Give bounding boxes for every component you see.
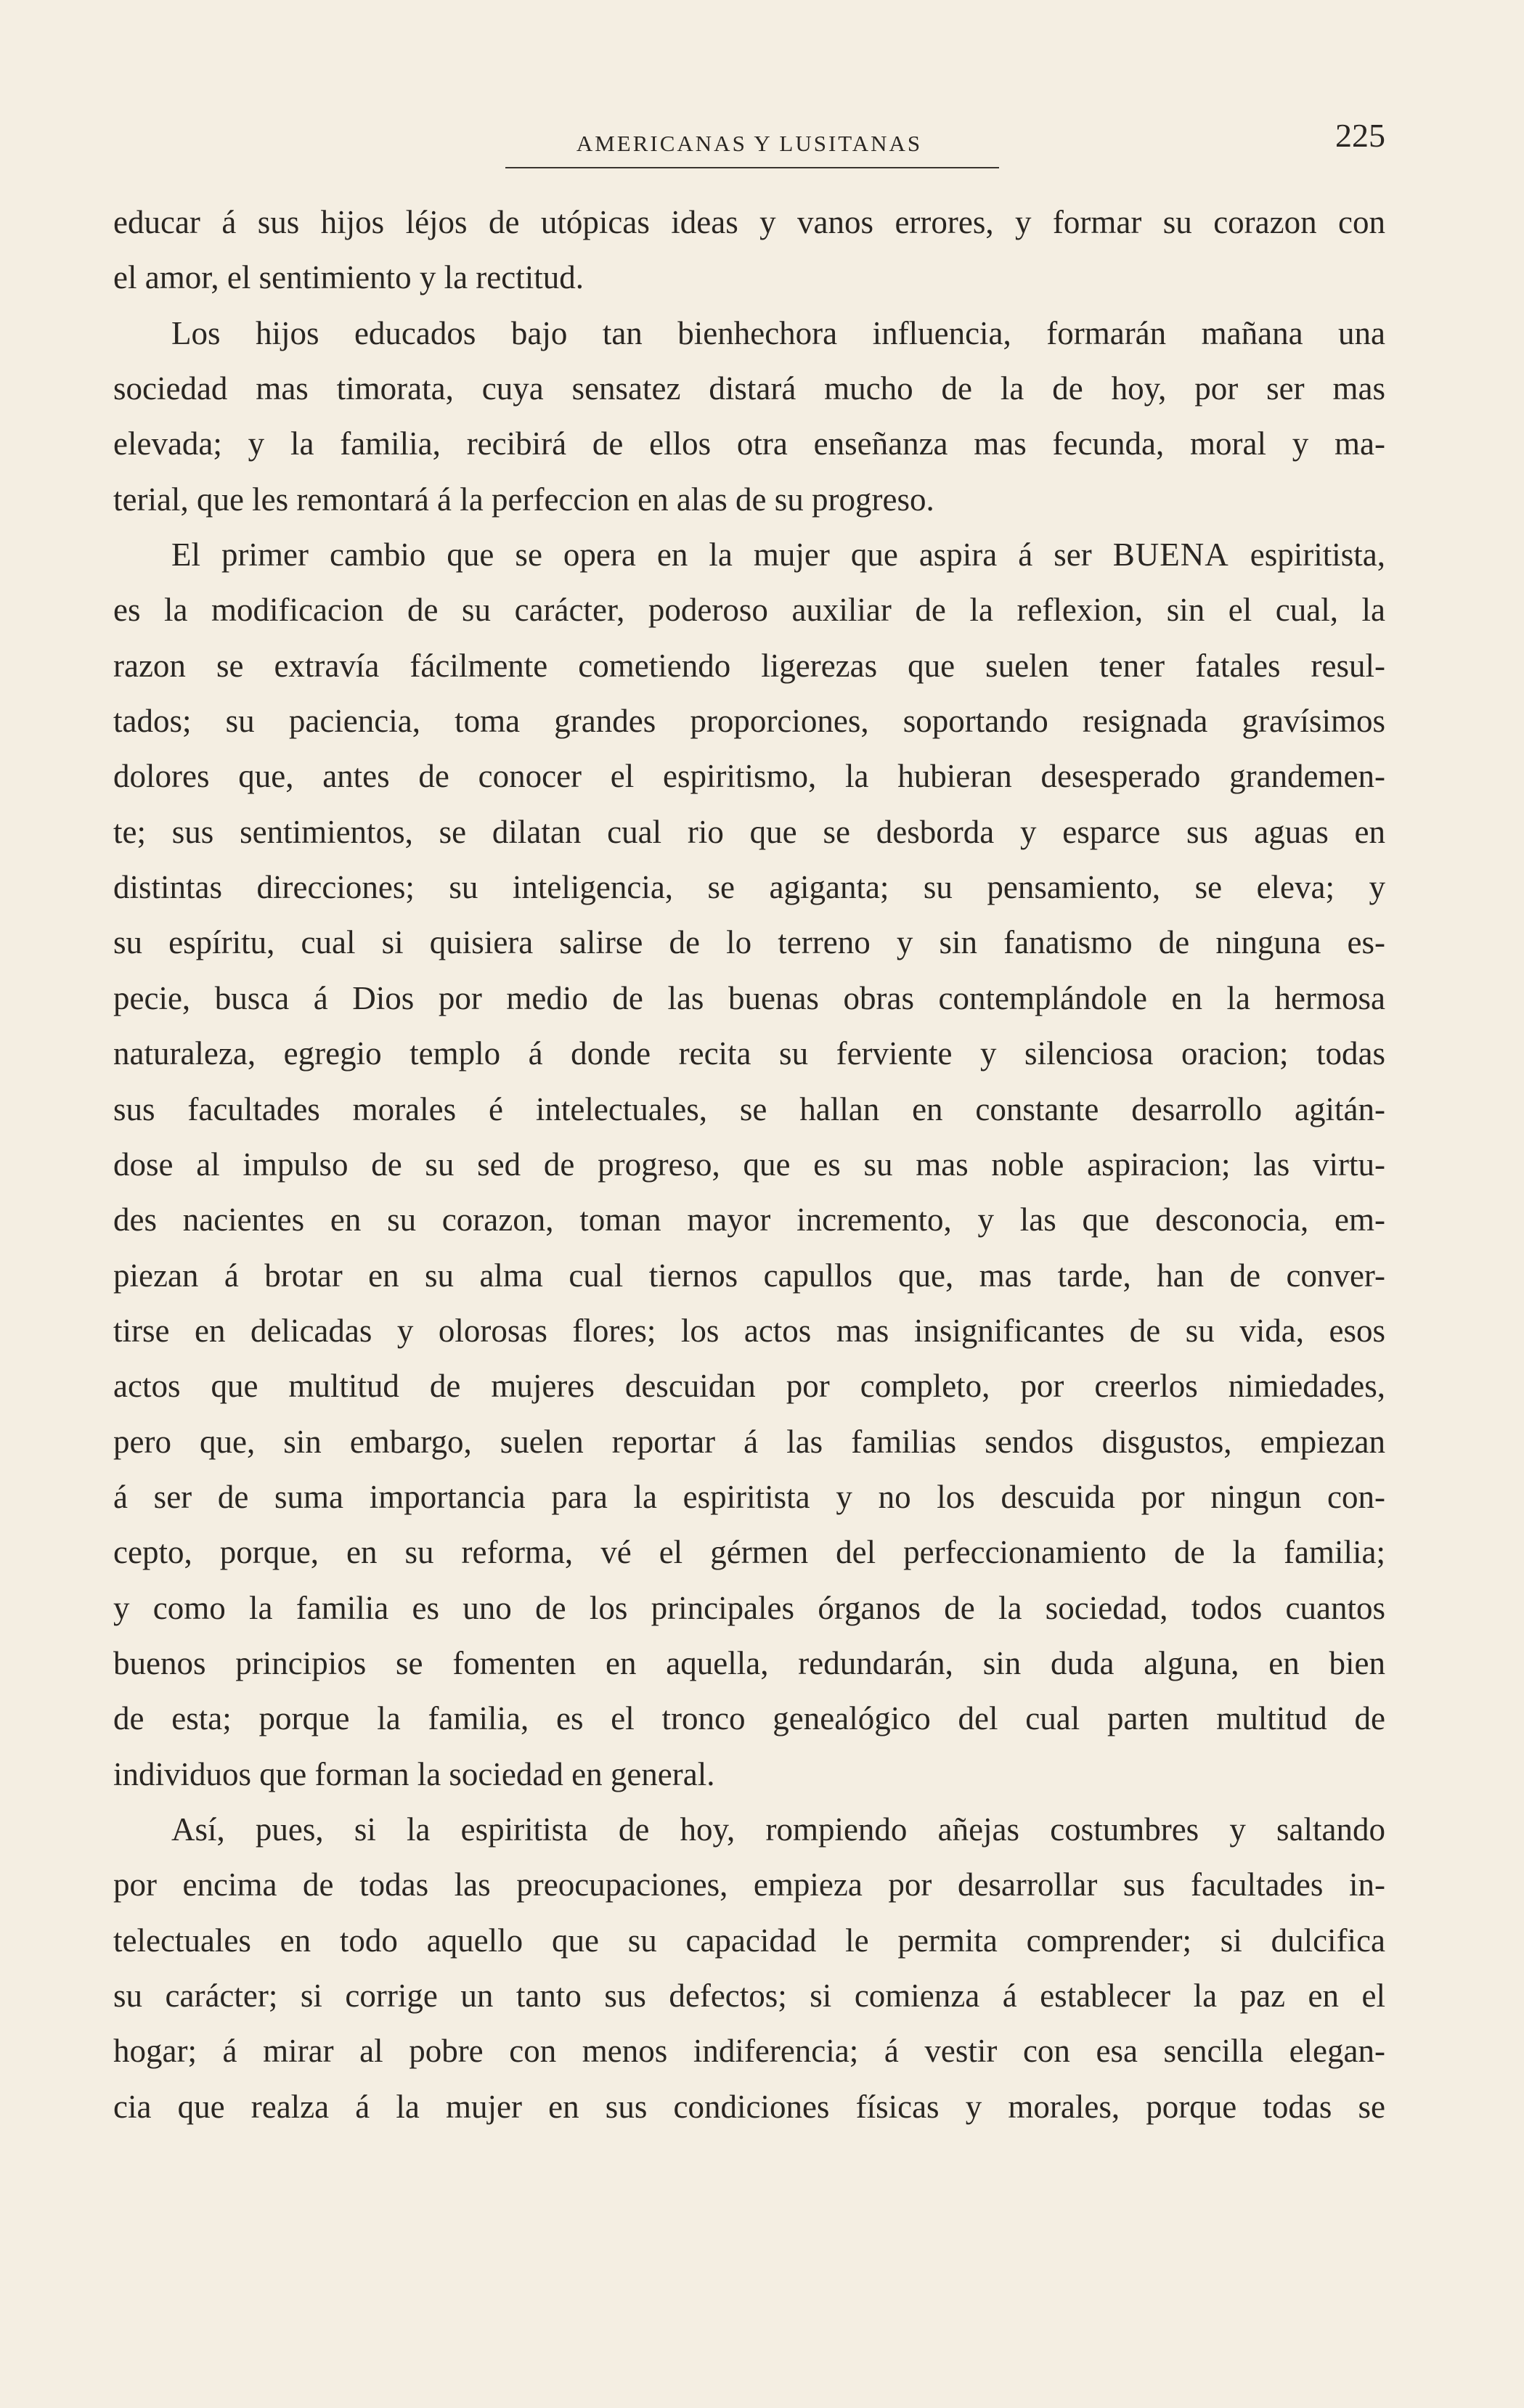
text-line: tados; su paciencia, toma grandes proporciones, soportando resignada gravísimos [113,703,1385,740]
text-line: des nacientes en su corazon, toman mayor incremento, y las que desconocia, em- [113,1201,1385,1238]
running-title: AMERICANAS Y LUSITANAS [576,131,923,156]
text-segment: espiritista, [1228,536,1385,574]
text-line: distintas direcciones; su inteligencia, se agiganta; su pensamiento, se eleva; y [113,869,1385,906]
text-line: individuos que forman la sociedad en general. [113,1755,715,1792]
text-line: elevada; y la familia, recibirá de ellos otra enseñanza mas fecunda, moral y ma- [113,425,1385,462]
text-line: pero que, sin embargo, suelen reportar á las familias sendos disgustos, empiezan [113,1423,1385,1460]
text-line: tirse en delicadas y olorosas flores; los actos mas insignificantes de su vida, esos [113,1312,1385,1349]
text-line: de esta; porque la familia, es el tronco genealógico del cual parten multitud de [113,1700,1385,1737]
text-line: á ser de suma importancia para la espiritista y no los descuida por ningun con- [113,1478,1385,1515]
text-line: es la modificacion de su carácter, poderoso auxiliar de la reflexion, sin el cual, la [113,592,1385,629]
text-line: educar á sus hijos léjos de utópicas ideas y vanos errores, y formar su corazon con [113,204,1385,240]
text-line: cepto, porque, en su reforma, vé el gérmen del perfeccionamiento de la familia; [113,1534,1385,1571]
text-line: Los hijos educados bajo tan bienhechora influencia, formarán mañana una [171,314,1385,351]
text-line: pecie, busca á Dios por medio de las buenas obras contemplándole en la hermosa [113,979,1385,1016]
emphasis-buena: BUENA [1112,536,1229,574]
text-line: naturaleza, egregio templo á donde recita su ferviente y silenciosa oracion; todas [113,1035,1385,1072]
text-line: telectuales en todo aquello que su capacidad le permita comprender; si dulcifica [113,1922,1385,1959]
running-head [113,116,1385,160]
text-line: el amor, el sentimiento y la rectitud. [113,259,584,296]
text-line: su espíritu, cual si quisiera salirse de lo terreno y sin fanatismo de ninguna es- [113,924,1385,961]
text-line: dose al impulso de su sed de progreso, que es su mas noble aspiracion; las virtu- [113,1146,1385,1183]
text-line: y como la familia es uno de los principales órganos de la sociedad, todos cuantos [113,1589,1385,1626]
text-line: te; sus sentimientos, se dilatan cual rio que se desborda y esparce sus aguas en [113,813,1385,850]
body-text [113,195,1385,2134]
text-line: por encima de todas las preocupaciones, empieza por desarrollar sus facultades in- [113,1866,1385,1903]
text-line: terial, que les remontará á la perfeccion en alas de su progreso. [113,481,934,518]
text-line-with-emphasis [113,527,1385,582]
text-line: Así, pues, si la espiritista de hoy, rompiendo añejas costumbres y saltando [171,1811,1385,1848]
text-line: cia que realza á la mujer en sus condiciones físicas y morales, porque todas se [113,2088,1385,2125]
text-line: actos que multitud de mujeres descuidan por completo, por creerlos nimiedades, [113,1368,1385,1405]
text-line: hogar; á mirar al pobre con menos indiferencia; á vestir con esa sencilla elegan- [113,2033,1385,2070]
page-number: 225 [1335,117,1385,154]
text-line: sociedad mas timorata, cuya sensatez distará mucho de la de hoy, por ser mas [113,370,1385,407]
text-line: piezan á brotar en su alma cual tiernos capullos que, mas tarde, han de conver- [113,1257,1385,1294]
text-line: sus facultades morales é intelectuales, se hallan en constante desarrollo agitán- [113,1090,1385,1127]
text-line: su carácter; si corrige un tanto sus defectos; si comienza á establecer la paz en el [113,1978,1385,2014]
text-line: dolores que, antes de conocer el espiritismo, la hubieran desesperado grandemen- [113,758,1385,795]
header-rule [505,167,999,168]
text-segment: El primer cambio que se opera en la mujer que aspira á ser [171,536,1092,574]
text-line: razon se extravía fácilmente cometiendo ligerezas que suelen tener fatales resul- [113,647,1385,684]
text-line: buenos principios se fomenten en aquella, redundarán, sin duda alguna, en bien [113,1644,1385,1681]
